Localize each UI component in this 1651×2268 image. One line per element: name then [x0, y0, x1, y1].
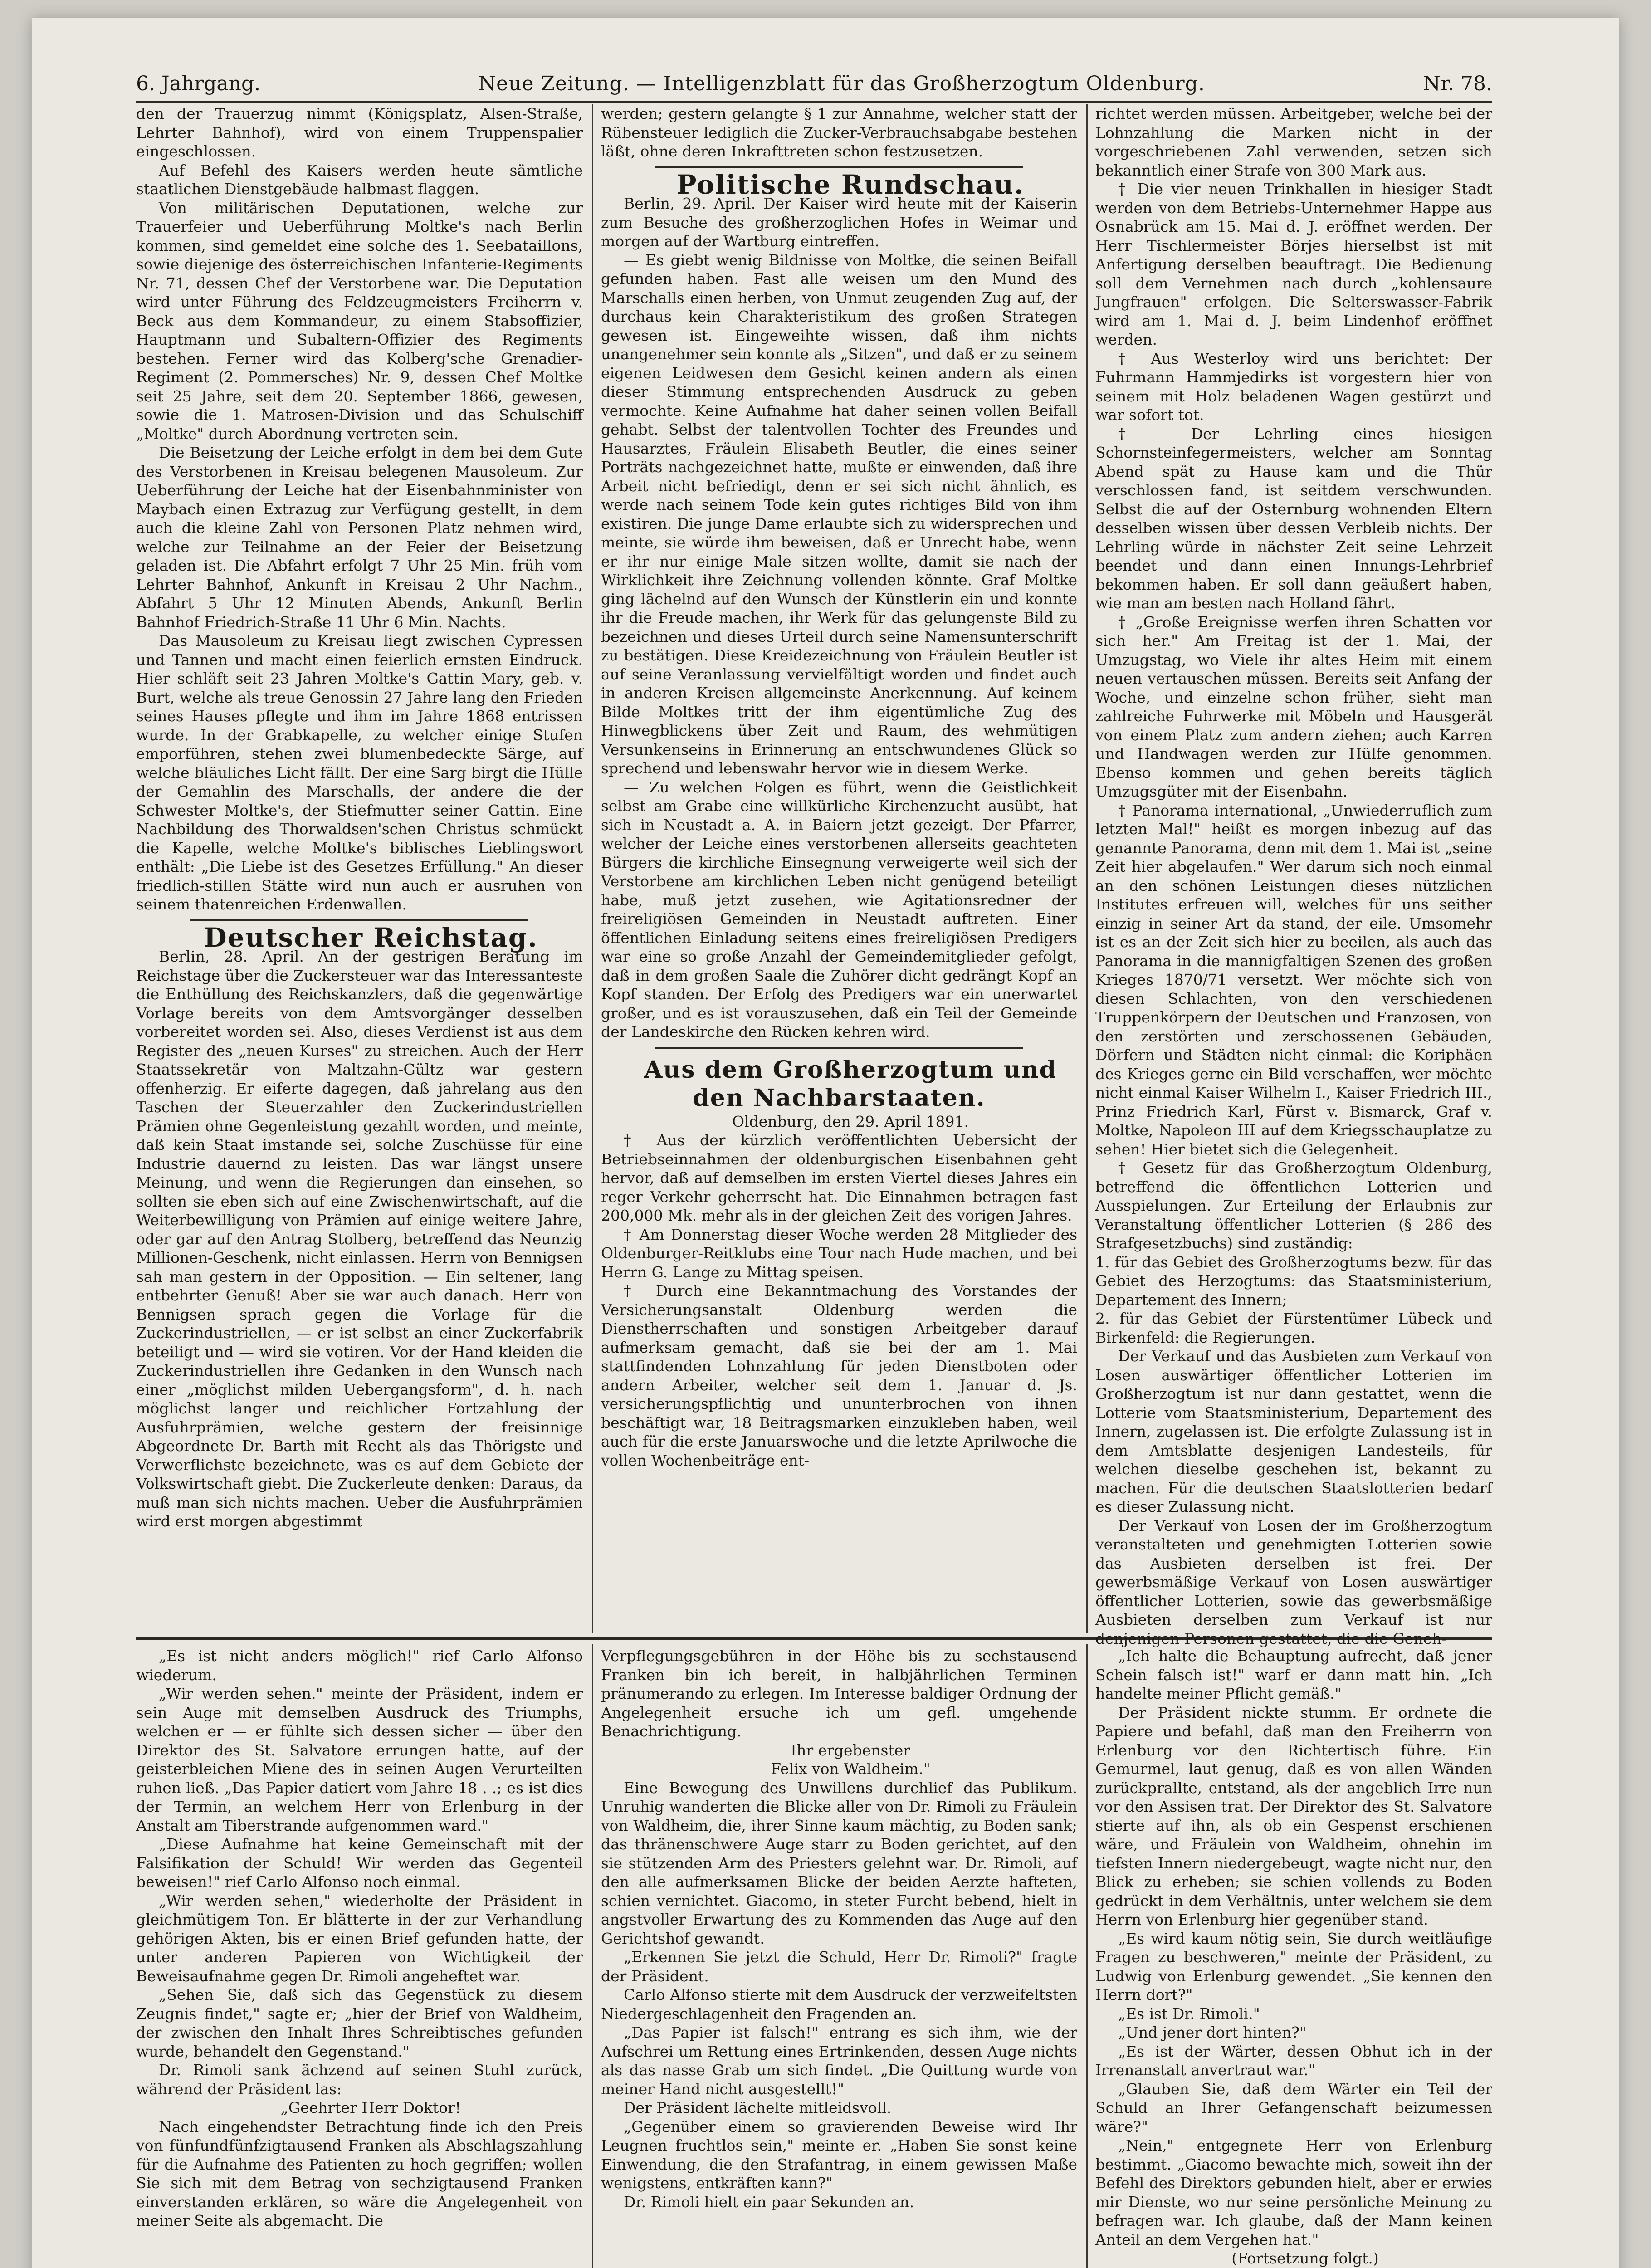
article-text: Der Verkauf und das Ausbieten zum Verkauf von Losen auswärtiger öffentlicher Lotterien im Großherzogtum ist nur dann gestattet, wenn die Lotterie vom Staatsministerium, Departement des Innern, zugelassen ist. Die erfolgte Zulassung ist in dem Amtsblatte desjenigen Landesteils, für welchen dieselbe geschehen ist, bekannt zu machen. Für die deutschen Staatslotterien bedarf es dieser Zulassung nicht.	[1095, 1347, 1492, 1515]
article-text: Berlin, 29. April. Der Kaiser wird heute mit der Kaiserin zum Besuche des großherzoglichen Hofes in Weimar und morgen auf der Wartburg eintreffen.	[601, 195, 1077, 250]
article-text: Auf Befehl des Kaisers werden heute sämtliche staatlichen Dienstgebäude halbmast flaggen.	[136, 161, 583, 198]
article-text: † Am Donnerstag dieser Woche werden 28 Mitglieder des Oldenburger-Reitklubs eine Tour nach Hude machen, und bei Herrn G. Lange zu Mittag speisen.	[601, 1225, 1077, 1281]
article-text: Die Beisetzung der Leiche erfolgt in dem bei dem Gute des Verstorbenen in Kreisau belegenen Mausoleum. Zur Ueberführung der Leiche hat der Eisenbahnminister von Maybach einen Extrazug zur Verfügung gestellt, in dem auch die kleine Zahl von Personen Platz nehmen wird, welche zur Teilnahme an der Feier der Beisetzung geladen ist. Die Abfahrt erfolgt 7 Uhr 25 Min. früh vom Lehrter Bahnhof, Ankunft in Kreisau 2 Uhr Nachm., Abfahrt 5 Uhr 12 Minuten Abends, Ankunft Berlin Bahnhof Friedrich-Straße 11 Uhr 6 Min. Nachts.	[136, 444, 583, 631]
feuilleton-column-1	[136, 1647, 583, 2268]
story-text: Verpflegungsgebühren in der Höhe bis zu sechstausend Franken bin ich bereit, in halbjährlichen Terminen pränumerando zu erlegen. Im Interesse baldiger Ordnung der Angelegenheit ersuche ich um gefl. umgehende Benachrichtigung.	[601, 1647, 1077, 1740]
article-text: Berlin, 28. April. An der gestrigen Beratung im Reichstage über die Zuckersteuer war das Interessanteste die Enthüllung des Reichskanzlers, daß die gegenwärtige Vorlage bereits von dem Amtsvorgänger desselben vorbereitet worden sei. Also, dieses Verdienst ist aus dem Register des „neuen Kurses" zu streichen. Auch der Herr Staatssekretär von Maltzahn-Gültz war gestern offenherzig. Er eiferte dagegen, daß jahrelang aus den Taschen der Steuerzahler den Zuckerindustriellen Prämien ohne Gegenleistung gezahlt worden, und meinte, daß kein Staat imstande sei, solche Zuschüsse für eine Industrie dauernd zu leisten. Das war längst unsere Meinung, und wenn die Regierungen dan einsehen, so sollten sie eben sich auf eine Zwischenwirtschaft, auf die Weiterbewilligung von Prämien auf einige weitere Jahre, oder gar auf den Antrag Stolberg, betreffend das Neunzig Millionen-Geschenk, nicht einlassen. Herrn von Bennigsen sah man gestern in der Opposition. — Ein seltener, lang entbehrter Genuß! Aber sie war auch danach. Herr von Bennigsen sprach gegen die Vorlage für die Zuckerindustriellen, — er ist selbst an einer Zuckerfabrik beteiligt und — wird sie votiren. Vor der Hand kleiden die Zuckerindustriellen ihre Gedanken in den Wunsch nach einer „möglichst milden Uebergangsform", d. h. nach möglichst langer und reichlicher Fortzahlung der Ausfuhrprämien, welche gestern der freisinnige Abgeordnete Dr. Barth mit Recht als das Thörigste und Verwerflichste bezeichnete, was es auf dem Gebiete der Volkswirtschaft giebt. Die Zuckerleute denken: Daraus, da muß man sich nichts machen. Ueber die Ausfuhrprämien wird erst morgen abgestimmt	[136, 948, 583, 1530]
column-rule	[592, 1644, 593, 2268]
story-text: „Es ist der Wärter, dessen Obhut ich in der Irrenanstalt anvertraut war."	[1095, 2042, 1492, 2079]
article-text: † „Große Ereignisse werfen ihren Schatten vor sich her." Am Freitag ist der 1. Mai, der Umzugstag, wo Viele ihr altes Heim mit einem neuen vertauschen müssen. Bereits seit Anfang der Woche, und einzelne schon früher, sieht man zahlreiche Fuhrwerke mit Möbeln und Hausgerät von einem Platz zum andern ziehen; auch Karren und Handwagen werden zur Hülfe genommen. Ebenso kommen und gehen bereits täglich Umzugsgüter mit der Eisenbahn.	[1095, 613, 1492, 800]
continuation-note: (Fortsetzung folgt.)	[1231, 2249, 1379, 2267]
article-text: — Zu welchen Folgen es führt, wenn die Geistlichkeit selbst am Grabe eine willkürliche Kirchenzucht ausübt, hat sich in Neustadt a. A. in Baiern jetzt gezeigt. Der Pfarrer, welcher der Leiche eines verstorbenen allerseits geachteten Bürgers die kirchliche Einsegnung verweigerte weil sich der Verstorbene am kirchlichen Leben nicht genügend beteiligt habe, muß jetzt zusehen, wie Agitationsredner der freireligiösen Gemeinden in Neustadt auftreten. Einer öffentlichen Einladung seitens eines freireligiösen Predigers war eine so große Anzahl der Gemeindemitglieder gefolgt, daß in dem großen Saale die Zuhörer dicht gedrängt Kopf an Kopf standen. Der Erfolg des Predigers war ein unerwartet großer, und es ist vorauszusehen, daß ein Teil der Gemeinde der Landeskirche den Rücken kehren wird.	[601, 778, 1077, 1041]
issue-number: Nr. 78.	[1423, 72, 1492, 95]
story-text: Eine Bewegung des Unwillens durchlief das Publikum. Unruhig wanderten die Blicke aller von Dr. Rimoli zu Fräulein von Waldheim, die, ihrer Sinne kaum mächtig, zu Boden sank; das thränenschwere Auge starr zu Boden gerichtet, auf den sie stützenden Arm des Priesters gelehnt war. Dr. Rimoli, auf den alle aufmerksamen Blicke der beiden Aerzte hafteten, schien vernichtet. Giacomo, in steter Furcht bebend, hielt in angstvoller Erwartung des zu Kommenden das Auge auf den Gerichtshof gewandt.	[601, 1779, 1077, 1947]
article-text: den der Trauerzug nimmt (Königsplatz, Alsen-Straße, Lehrter Bahnhof), wird von einem Truppenspalier eingeschlossen.	[136, 105, 583, 160]
story-text: Carlo Alfonso stierte mit dem Ausdruck der verzweifeltsten Niedergeschlagenheit den Fragenden an.	[601, 1986, 1077, 2023]
section-heading: Deutscher Reichstag.	[204, 922, 538, 953]
story-text: Felix von Waldheim."	[771, 1760, 930, 1778]
section-heading: Aus dem Großherzogtum und den Nachbarstaaten.	[644, 1056, 1057, 1112]
story-text: „Glauben Sie, daß dem Wärter ein Teil der Schuld an Ihrer Gefangenschaft beizumessen wäre?"	[1095, 2080, 1492, 2136]
feuilleton-column-2	[601, 1647, 1077, 2268]
article-text: † Durch eine Bekanntmachung des Vorstandes der Versicherungsanstalt Oldenburg werden die Dienstherrschaften und sonstigen Arbeitgeber darauf aufmerksam gemacht, daß sie bei der am 1. Mai stattfindenden Lohnzahlung für jeden Dienstboten oder andern Arbeiter, welcher seit dem 1. Januar d. Js. versicherungspflichtig und ununterbrochen von ihnen beschäftigt war, 18 Beitragsmarken einzukleben haben, weil auch für die erste Januarswoche und die letzte Aprilwoche die vollen Wochenbeiträge ent-	[601, 1282, 1077, 1469]
story-text: Dr. Rimoli sank ächzend auf seinen Stuhl zurück, während der Präsident las:	[136, 2061, 583, 2098]
column-1	[136, 104, 583, 1635]
story-text: „Wir werden sehen," wiederholte der Präsident in gleichmütigem Ton. Er blätterte in der zur Verhandlung gehörigen Akten, bis er einen Brief gefunden hatte, der unter anderen Papieren von Wichtigkeit der Beweisaufnahme gegen Dr. Rimoli angeheftet war.	[136, 1892, 583, 1985]
list-item: 2. für das Gebiet der Fürstentümer Lübeck und Birkenfeld: die Regierungen.	[1095, 1310, 1492, 1346]
article-text: — Es giebt wenig Bildnisse von Moltke, die seinen Beifall gefunden haben. Fast alle weisen um den Mund des Marschalls einen herben, von Unmut zeugenden Zug auf, der durchaus kein Charakteristikum des großen Strategen gewesen ist. Eingeweihte wissen, daß ihm nichts unangenehmer sein konnte als „Sitzen", und daß er zu seinem eigenen Leidwesen dem Gesicht keinen andern als einen dieser Stimmung entsprechenden Ausdruck zu geben vermochte. Keine Aufnahme hat daher seinen vollen Beifall gehabt. Selbst der talentvollen Tochter des Freundes und Hausarztes, Fräulein Elisabeth Beutler, die eines seiner Porträts nachgezeichnet hatte, mußte er einwenden, daß ihre Arbeit nicht befriedigt, denn er sei sich nicht ähnlich, es werde nach seinem Tode kein gutes richtiges Bild von ihm existiren. Die junge Dame erlaubte sich zu widersprechen und meinte, sie würde ihm beweisen, daß er Unrecht habe, wenn er ihr nur einige Male sitzen wollte, damit sie nach der Wirklichkeit ihre Zeichnung vollenden könnte. Graf Moltke ging lächelnd auf den Wunsch der Künstlerin ein und konnte ihr die Freude machen, ihr Werk für das gelungenste Bild zu bezeichnen und dieses Urteil durch seine Namensunterschrift zu bestätigen. Diese Kreidezeichnung von Fräulein Beutler ist auf seine Veranlassung vervielfältigt worden und findet auch in anderen Kreisen allgemeinste Anerkennung. Auf keinem Bilde Moltkes tritt der ihm eigentümliche Zug des Hinwegblickens über Zeit und Raum, des wehmütigen Versunkenseins in Erinnerung an entschwundenes Glück so sprechend und lebenswahr hervor wie in diesem Werke.	[601, 251, 1077, 777]
story-text: Der Präsident lächelte mitleidsvoll.	[624, 2099, 892, 2116]
story-text: „Wir werden sehen." meinte der Präsident, indem er sein Auge mit demselben Ausdruck des Triumphs, welchen er — er fühlte sich dessen sicher — über den Direktor des St. Salvatore errungen hatte, auf der geisterbleichen Miene des in seinen Augen Verurteilten ruhen ließ. „Das Papier datiert vom Jahre 18 . .; es ist dies der Termin, an welchem Herr von Erlenburg in der Anstalt am Tiberstrande aufgenommen ward."	[136, 1685, 583, 1834]
article-text: Von militärischen Deputationen, welche zur Trauerfeier und Ueberführung Moltke's nach Berlin kommen, sind gemeldet eine solche des 1. Seebataillons, sowie diejenige des österreichischen Infanterie-Regiments Nr. 71, dessen Chef der Verstorbene war. Die Deputation wird unter Führung des Feldzeugmeisters Freiherrn v. Beck aus dem Kommandeur, zu einem Stabsoffizier, Hauptmann und Subaltern-Offizier des Regiments bestehen. Ferner wird das Kolberg'sche Grenadier-Regiment (2. Pommersches) Nr. 9, dessen Chef Moltke seit 25 Jahre, seit dem 20. September 1866, gewesen, sowie die 1. Matrosen-Division und das Schulschiff „Moltke" durch Abordnung vertreten sein.	[136, 199, 583, 443]
masthead-title: Neue Zeitung. — Intelligenzblatt für das Großherzogtum Oldenburg.	[478, 72, 1205, 95]
feuilleton-column-3	[1095, 1647, 1492, 2268]
story-text: „Es wird kaum nötig sein, Sie durch weitläufige Fragen zu beschweren," meinte der Präsident, zu Ludwig von Erlenburg gewendet. „Sie kennen den Herrn dort?"	[1095, 1929, 1492, 2004]
column-3	[1095, 104, 1492, 1647]
column-2	[601, 104, 1077, 1635]
article-text: † Aus der kürzlich veröffentlichten Uebersicht der Betriebseinnahmen der oldenburgischen Eisenbahnen geht hervor, daß auf demselben im ersten Viertel dieses Jahres ein reger Verkehr geherrscht hat. Die Einnahmen betragen fast 200,000 Mk. mehr als in der gleichen Zeit des vorigen Jahres.	[601, 1131, 1077, 1224]
story-text: „Gegenüber einem so gravierenden Beweise wird Ihr Leugnen fruchtlos sein," meinte er. „Haben Sie sonst keine Einwendung, die den Strafantrag, in einem gewissen Maße wenigstens, entkräften kann?"	[601, 2117, 1077, 2192]
article-text: † Panorama international, „Unwiederruflich zum letzten Mal!" heißt es morgen inbezug auf das genannte Panorama, denn mit dem 1. Mai ist „seine Zeit hier abgelaufen." Wer darum sich noch einmal an den schönen Leistungen dieses nützlichen Institutes erfreuen will, welches für uns seither einzig in seiner Art da stand, der eile. Umsomehr ist es an der Zeit sich hier zu beeilen, als auch das Panorama in die mannigfaltigen Szenen des großen Krieges 1870/71 versetzt. Wer möchte sich von diesen Schlachten, von den verschiedenen Truppenkörpern der Deutschen und Franzosen, von den zerstörten und zerschossenen Gebäuden, Dörfern und Städten nicht einmal: die Koriphäen des Krieges gerne ein Bild verschaffen, wer möchte nicht einmal Kaiser Wilhelm I., Kaiser Friedrich III., Prinz Friedrich Karl, Fürst v. Bismarck, Graf v. Moltke, Napoleon III auf dem Kriegsschauplatze zu sehen! Hier bietet sich die Gelegenheit.	[1095, 801, 1492, 1158]
dateline: Oldenburg, den 29. April 1891.	[732, 1112, 969, 1130]
article-text: † Gesetz für das Großherzogtum Oldenburg, betreffend die öffentlichen Lotterien und Ausspielungen. Zur Erteilung der Erlaubnis zur Veranstaltung öffentlicher Lotterien (§ 286 des Strafgesetzbuchs) sind zuständig:	[1095, 1159, 1492, 1252]
story-text: „Es ist Dr. Rimoli."	[1118, 2004, 1260, 2023]
list-item: 1. für das Gebiet des Großherzogtums bezw. für das Gebiet des Herzogtums: das Staatsministerium, Departement des Innern;	[1095, 1253, 1492, 1309]
article-text: † Der Lehrling eines hiesigen Schornsteinfegermeisters, welcher am Sonntag Abend spät zu Hause kam und die Thür verschlossen fand, ist seitdem verschwunden. Selbst die auf der Osternburg wohnenden Eltern desselben wissen über dessen Verbleib nichts. Der Lehrling würde in nächster Zeit seine Lehrzeit beendet und dann einen Innungs-Lehrbrief bekommen haben. Er soll dann geäußert haben, wie man am besten nach Holland fährt.	[1095, 425, 1492, 612]
article-text: † Aus Westerloy wird uns berichtet: Der Fuhrmann Hammjedirks ist vorgestern hier von seinem mit Holz beladenen Wagen gestürzt und war sofort tot.	[1095, 349, 1492, 424]
volume-label: 6. Jahrgang.	[136, 72, 261, 95]
story-text: „Ich halte die Behauptung aufrecht, daß jener Schein falsch ist!" warf er dann matt hin. „Ich handelte meiner Pflicht gemäß."	[1095, 1647, 1492, 1702]
section-heading: Politische Rundschau.	[676, 169, 1025, 200]
column-rule	[1086, 1644, 1088, 2268]
story-text: „Es ist nicht anders möglich!" rief Carlo Alfonso wiederum.	[136, 1647, 583, 1684]
article-text: Der Verkauf von Losen der im Großherzogtum veranstalteten und genehmigten Lotterien sowie das Ausbieten derselben ist frei. Der gewerbsmäßige Verkauf von Losen auswärtiger öffentlicher Lotterien, sowie das gewerbsmäßige Ausbieten derselben zum Verkauf ist nur denjenigen Personen gestattet, die die Geneh-	[1095, 1516, 1492, 1647]
story-text: „Erkennen Sie jetzt die Schuld, Herr Dr. Rimoli?" fragte der Präsident.	[601, 1948, 1077, 1985]
story-text: Der Präsident nickte stumm. Er ordnete die Papiere und befahl, daß man den Freiherrn von Erlenburg vor den Richtertisch führe. Ein Gemurmel, laut genug, daß es von allen Wänden zurückprallte, entstand, als der angeblich Irre nun vor den Assisen trat. Der Direktor des St. Salvatore stierte auf ihn, als ob ein Gespenst erschienen wäre, und Fräulein von Waldheim, ohnehin im tiefsten Innern niedergebeugt, wagte nicht nur, den Blick zu erheben; sie schien vollends zu Boden gedrückt in dem Verhältnis, unter welchem sie dem Herrn von Erlenburg hier gegenüber stand.	[1095, 1703, 1492, 1928]
page-header	[136, 54, 1492, 103]
article-text: † Die vier neuen Trinkhallen in hiesiger Stadt werden von dem Betriebs-Unternehmer Happe aus Osnabrück am 15. Mai d. J. eröffnet werden. Der Herr Tischlermeister Börjes hierselbst ist mit Anfertigung derselben beauftragt. Die Bedienung soll dem Vernehmen nach durch „kohlensaure Jungfrauen" erfolgen. Die Selterswasser-Fabrik wird am 1. Mai d. J. beim Lindenhof eröffnet werden.	[1095, 180, 1492, 348]
article-text: werden; gestern gelangte § 1 zur Annahme, welcher statt der Rübensteuer lediglich die Zucker-Verbrauchsabgabe bestehen läßt, ohne deren Inkrafttreten schon festzusetzen.	[601, 105, 1077, 160]
article-text: richtet werden müssen. Arbeitgeber, welche bei der Lohnzahlung die Marken nicht in der vorgeschriebenen Zahl verwenden, setzen sich bekanntlich einer Strafe von 300 Mark aus.	[1095, 105, 1492, 179]
story-text: „Diese Aufnahme hat keine Gemeinschaft mit der Falsifikation der Schuld! Wir werden das Gegenteil beweisen!" rief Carlo Alfonso noch einmal.	[136, 1835, 583, 1891]
divider	[655, 1047, 1023, 1049]
story-text: Ihr ergebenster	[791, 1741, 910, 1759]
divider	[190, 919, 528, 921]
story-text: „Und jener dort hinten?"	[1118, 2024, 1307, 2041]
article-text: Das Mausoleum zu Kreisau liegt zwischen Cypressen und Tannen und macht einen feierlich ernsten Eindruck. Hier schläft seit 23 Jahren Moltke's Gattin Mary, geb. v. Burt, welche als treue Genossin 27 Jahre lang den Frieden seines Hauses pflegte und ihm im Jahre 1868 entrissen wurde. In der Grabkapelle, zu welcher einige Stufen emporführen, stehen zwei blumenbedeckte Särge, auf welche bläuliches Licht fällt. Der eine Sarg birgt die Hülle der Gemahlin des Marschalls, der andere die der Schwester Moltke's, der Stiefmutter seiner Gattin. Eine Nachbildung des Thorwaldsen'schen Christus schmückt die Kapelle, welche Moltke's biblisches Lieblingswort enthält: „Die Liebe ist des Gesetzes Erfüllung." An dieser friedlich-stillen Stätte wird nun auch er ausruhen von seinem thatenreichen Erdenwallen.	[136, 632, 583, 913]
story-text: „Sehen Sie, daß sich das Gegenstück zu diesem Zeugnis findet," sagte er; „hier der Brief von Waldheim, der zwischen den Inhalt Ihres Schreibtisches gefunden wurde, behandelt den Gegenstand."	[136, 1986, 583, 2060]
story-text: „Das Papier ist falsch!" entrang es sich ihm, wie der Aufschrei um Rettung eines Ertrinkenden, dessen Auge nichts als das nasse Grab um sich findet. „Die Quittung wurde von meiner Hand nicht ausgestellt!"	[601, 2024, 1077, 2098]
story-text: Nach eingehendster Betrachtung finde ich den Preis von fünfundfünfzigtausend Franken als Abschlagszahlung für die Aufnahme des Patienten zu hoch gegriffen; wollen Sie sich mit dem Betrag von sechzigtausend Franken einverstanden erklären, so wäre die Angelegenheit von meiner Seite als abgemacht. Die	[136, 2117, 583, 2229]
story-text: „Geehrter Herr Doktor!	[280, 2099, 461, 2116]
story-text: „Nein," entgegnete Herr von Erlenburg bestimmt. „Giacomo bewachte mich, soweit ihn der Befehl des Direktors gebunden hielt, aber er erwies mir Dienste, wo nur seine persönliche Meinung zu befragen war. Ich glaube, daß der Mann keinen Anteil an dem Vergehen hat."	[1095, 2136, 1492, 2248]
divider	[655, 166, 1023, 168]
column-rule	[592, 104, 593, 1633]
column-rule	[1086, 104, 1088, 1633]
story-text: Dr. Rimoli hielt ein paar Sekunden an.	[624, 2193, 914, 2211]
